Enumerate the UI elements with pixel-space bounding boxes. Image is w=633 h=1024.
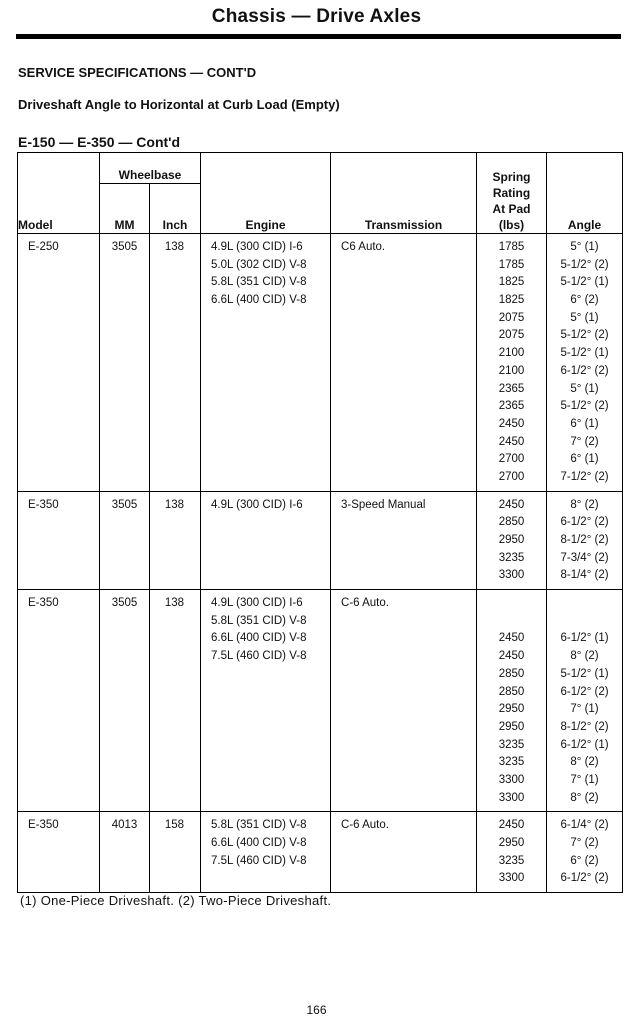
spring-rating-value: 2100 [498, 347, 525, 360]
wheelbase-mm-cell [100, 812, 150, 893]
header-mm: MM [100, 184, 150, 234]
angle-value [547, 595, 622, 613]
model-value: E-350 [28, 597, 59, 610]
spring-rating-value: 3235 [498, 551, 525, 564]
spring-rating-value: 2950 [498, 837, 525, 849]
model-range-heading: E-150 — E-350 — Cont'd [18, 134, 181, 150]
spring-rating-value: 2450 [498, 650, 525, 663]
section-heading: SERVICE SPECIFICATIONS — CONT'D [18, 65, 257, 80]
spring-rating-value: 3300 [498, 569, 525, 582]
model-value: E-350 [28, 819, 59, 832]
angle-value: 8° (2) [570, 791, 599, 804]
header-engine: Engine [201, 153, 331, 234]
header-inch: Inch [150, 184, 201, 234]
header-wheelbase: Wheelbase [100, 153, 201, 184]
table-row [18, 491, 623, 589]
table-row [18, 590, 623, 812]
engine-value: 5.0L (302 CID) V-8 [211, 258, 307, 271]
angle-value: 8-1/4° (2) [560, 569, 609, 582]
angle-value: 7° (2) [570, 837, 599, 849]
spring-rating-value: 2450 [498, 498, 525, 511]
spring-rating-cell [477, 491, 547, 589]
header-spring-line: Spring [492, 170, 531, 184]
angle-value: 7° (1) [570, 703, 599, 716]
angle-value: 6-1/2° (2) [560, 872, 609, 885]
engine-value: 4.9L (300 CID) I-6 [211, 597, 303, 610]
engine-value: 6.6L (400 CID) V-8 [211, 294, 307, 307]
angle-value: 8-1/2° (2) [560, 534, 609, 546]
table-row [18, 812, 623, 893]
spring-rating-value: 3300 [498, 773, 525, 786]
angle-value [547, 613, 622, 631]
angle-cell [547, 234, 623, 492]
angle-value: 8° (2) [570, 650, 599, 663]
angle-cell [547, 812, 623, 893]
model-cell [18, 234, 100, 492]
angle-value: 6° (1) [570, 417, 599, 430]
engine-cell [201, 491, 331, 589]
angle-value: 6-1/2° (2) [560, 516, 609, 529]
spring-rating-value: 2100 [498, 364, 525, 377]
angle-value: 8-1/2° (2) [560, 720, 609, 733]
spring-rating-value: 2450 [498, 819, 525, 832]
spring-rating-value: 3235 [498, 756, 525, 769]
spring-rating-value: 1825 [498, 294, 525, 307]
spring-rating-value: 2850 [498, 685, 525, 698]
header-spring-line: At Pad [492, 202, 531, 216]
angle-value: 6-1/2° (1) [560, 738, 609, 751]
transmission-cell [331, 812, 477, 893]
transmission-value: C-6 Auto. [341, 819, 389, 832]
spring-rating-value: 2700 [498, 453, 525, 466]
spring-rating-value: 2075 [498, 329, 525, 342]
page-title: Chassis — Drive Axles [211, 6, 422, 27]
transmission-cell [331, 491, 477, 589]
spring-rating-cell [477, 234, 547, 492]
spring-rating-value: 2950 [498, 703, 525, 716]
header-spring-line: (lbs) [498, 218, 525, 232]
header-spring-line: Rating [492, 186, 531, 200]
angle-value: 6-1/4° (2) [560, 819, 609, 832]
transmission-cell [331, 590, 477, 812]
transmission-value: C-6 Auto. [341, 597, 389, 610]
engine-value: 4.9L (300 CID) I-6 [211, 241, 303, 253]
table-row [18, 234, 623, 492]
header-spring-rating [477, 153, 547, 234]
spring-rating-value: 1825 [498, 276, 525, 289]
angle-value: 5° (1) [570, 311, 599, 324]
angle-value: 6-1/2° (2) [560, 364, 609, 377]
angle-value: 7-1/2° (2) [560, 470, 609, 483]
header-angle: Angle [547, 153, 623, 234]
spring-rating-value [477, 613, 546, 631]
spring-rating-value [477, 595, 546, 613]
angle-value: 5-1/2° (1) [560, 347, 609, 360]
wheelbase-inch-value: 158 [164, 819, 185, 832]
engine-value: 7.5L (460 CID) V-8 [211, 854, 307, 867]
angle-cell [547, 491, 623, 589]
angle-value: 5° (1) [570, 382, 599, 395]
spring-rating-value: 2700 [498, 470, 525, 483]
angle-value: 5-1/2° (1) [560, 276, 609, 289]
spec-table-body [18, 234, 623, 893]
engine-cell [201, 590, 331, 812]
wheelbase-inch-value: 138 [164, 597, 185, 610]
wheelbase-inch-cell [150, 234, 201, 492]
wheelbase-inch-cell [150, 590, 201, 812]
transmission-value: 3-Speed Manual [341, 498, 426, 511]
angle-value: 5-1/2° (2) [560, 258, 609, 271]
spring-rating-value: 2450 [498, 632, 525, 645]
wheelbase-mm-cell [100, 491, 150, 589]
wheelbase-inch-value: 138 [164, 498, 185, 511]
angle-value: 5-1/2° (2) [560, 400, 609, 413]
spring-rating-value: 2850 [498, 516, 525, 529]
wheelbase-mm-cell [100, 234, 150, 492]
title-rule [16, 34, 621, 39]
wheelbase-inch-value: 138 [164, 241, 185, 253]
spring-rating-value: 2950 [498, 720, 525, 733]
angle-value: 6-1/2° (2) [560, 685, 609, 698]
engine-cell [201, 812, 331, 893]
angle-value: 8° (2) [570, 756, 599, 769]
spring-rating-value: 2450 [498, 435, 525, 448]
angle-cell [547, 590, 623, 812]
wheelbase-mm-value: 3505 [111, 597, 138, 610]
spring-rating-value: 3235 [498, 738, 525, 751]
model-value: E-350 [28, 498, 59, 511]
transmission-cell [331, 234, 477, 492]
engine-cell [201, 234, 331, 492]
angle-value: 7° (2) [570, 435, 599, 448]
spring-rating-value: 3235 [498, 854, 525, 867]
wheelbase-mm-value: 4013 [111, 819, 138, 832]
wheelbase-mm-value: 3505 [111, 498, 138, 511]
transmission-value: C6 Auto. [341, 241, 386, 253]
wheelbase-mm-value: 3505 [111, 241, 138, 253]
spring-rating-value: 3300 [498, 872, 525, 885]
spring-rating-value: 2075 [498, 311, 525, 324]
engine-value: 5.8L (351 CID) V-8 [211, 276, 307, 289]
wheelbase-inch-cell [150, 491, 201, 589]
engine-value: 6.6L (400 CID) V-8 [211, 632, 307, 645]
spring-rating-value: 3300 [498, 791, 525, 804]
spring-rating-value: 2450 [498, 417, 525, 430]
angle-value: 5° (1) [570, 241, 599, 253]
spring-rating-value: 2365 [498, 382, 525, 395]
engine-value: 5.8L (351 CID) V-8 [211, 614, 307, 627]
angle-value: 5-1/2° (2) [560, 329, 609, 342]
wheelbase-mm-cell [100, 590, 150, 812]
angle-value: 6-1/2° (1) [560, 632, 609, 645]
model-cell [18, 491, 100, 589]
header-transmission: Transmission [331, 153, 477, 234]
spring-rating-value: 2850 [498, 667, 525, 680]
header-model: Model [18, 153, 100, 234]
model-cell [18, 590, 100, 812]
angle-value: 7° (1) [570, 773, 599, 786]
angle-value: 6° (2) [570, 294, 599, 307]
sub-heading: Driveshaft Angle to Horizontal at Curb Load (Empty) [18, 97, 340, 112]
angle-value: 6° (1) [570, 453, 599, 466]
spring-rating-value: 2950 [498, 534, 525, 546]
angle-value: 8° (2) [570, 498, 599, 511]
angle-value: 6° (2) [570, 854, 599, 867]
spring-rating-value: 1785 [498, 258, 525, 271]
spring-rating-value: 1785 [498, 241, 525, 253]
spring-rating-cell [477, 812, 547, 893]
angle-value: 7-3/4° (2) [560, 551, 609, 564]
engine-value: 5.8L (351 CID) V-8 [211, 819, 307, 832]
page-number: 166 [306, 1003, 327, 1017]
model-value: E-250 [28, 241, 59, 253]
engine-value: 7.5L (460 CID) V-8 [211, 650, 307, 663]
spring-rating-value: 2365 [498, 400, 525, 413]
angle-value: 5-1/2° (1) [560, 667, 609, 680]
spring-rating-cell [477, 590, 547, 812]
engine-value: 6.6L (400 CID) V-8 [211, 837, 307, 849]
footnote: (1) One-Piece Driveshaft. (2) Two-Piece Driveshaft. [20, 893, 332, 908]
model-cell [18, 812, 100, 893]
engine-value: 4.9L (300 CID) I-6 [211, 498, 303, 511]
spec-table [17, 152, 623, 893]
wheelbase-inch-cell [150, 812, 201, 893]
